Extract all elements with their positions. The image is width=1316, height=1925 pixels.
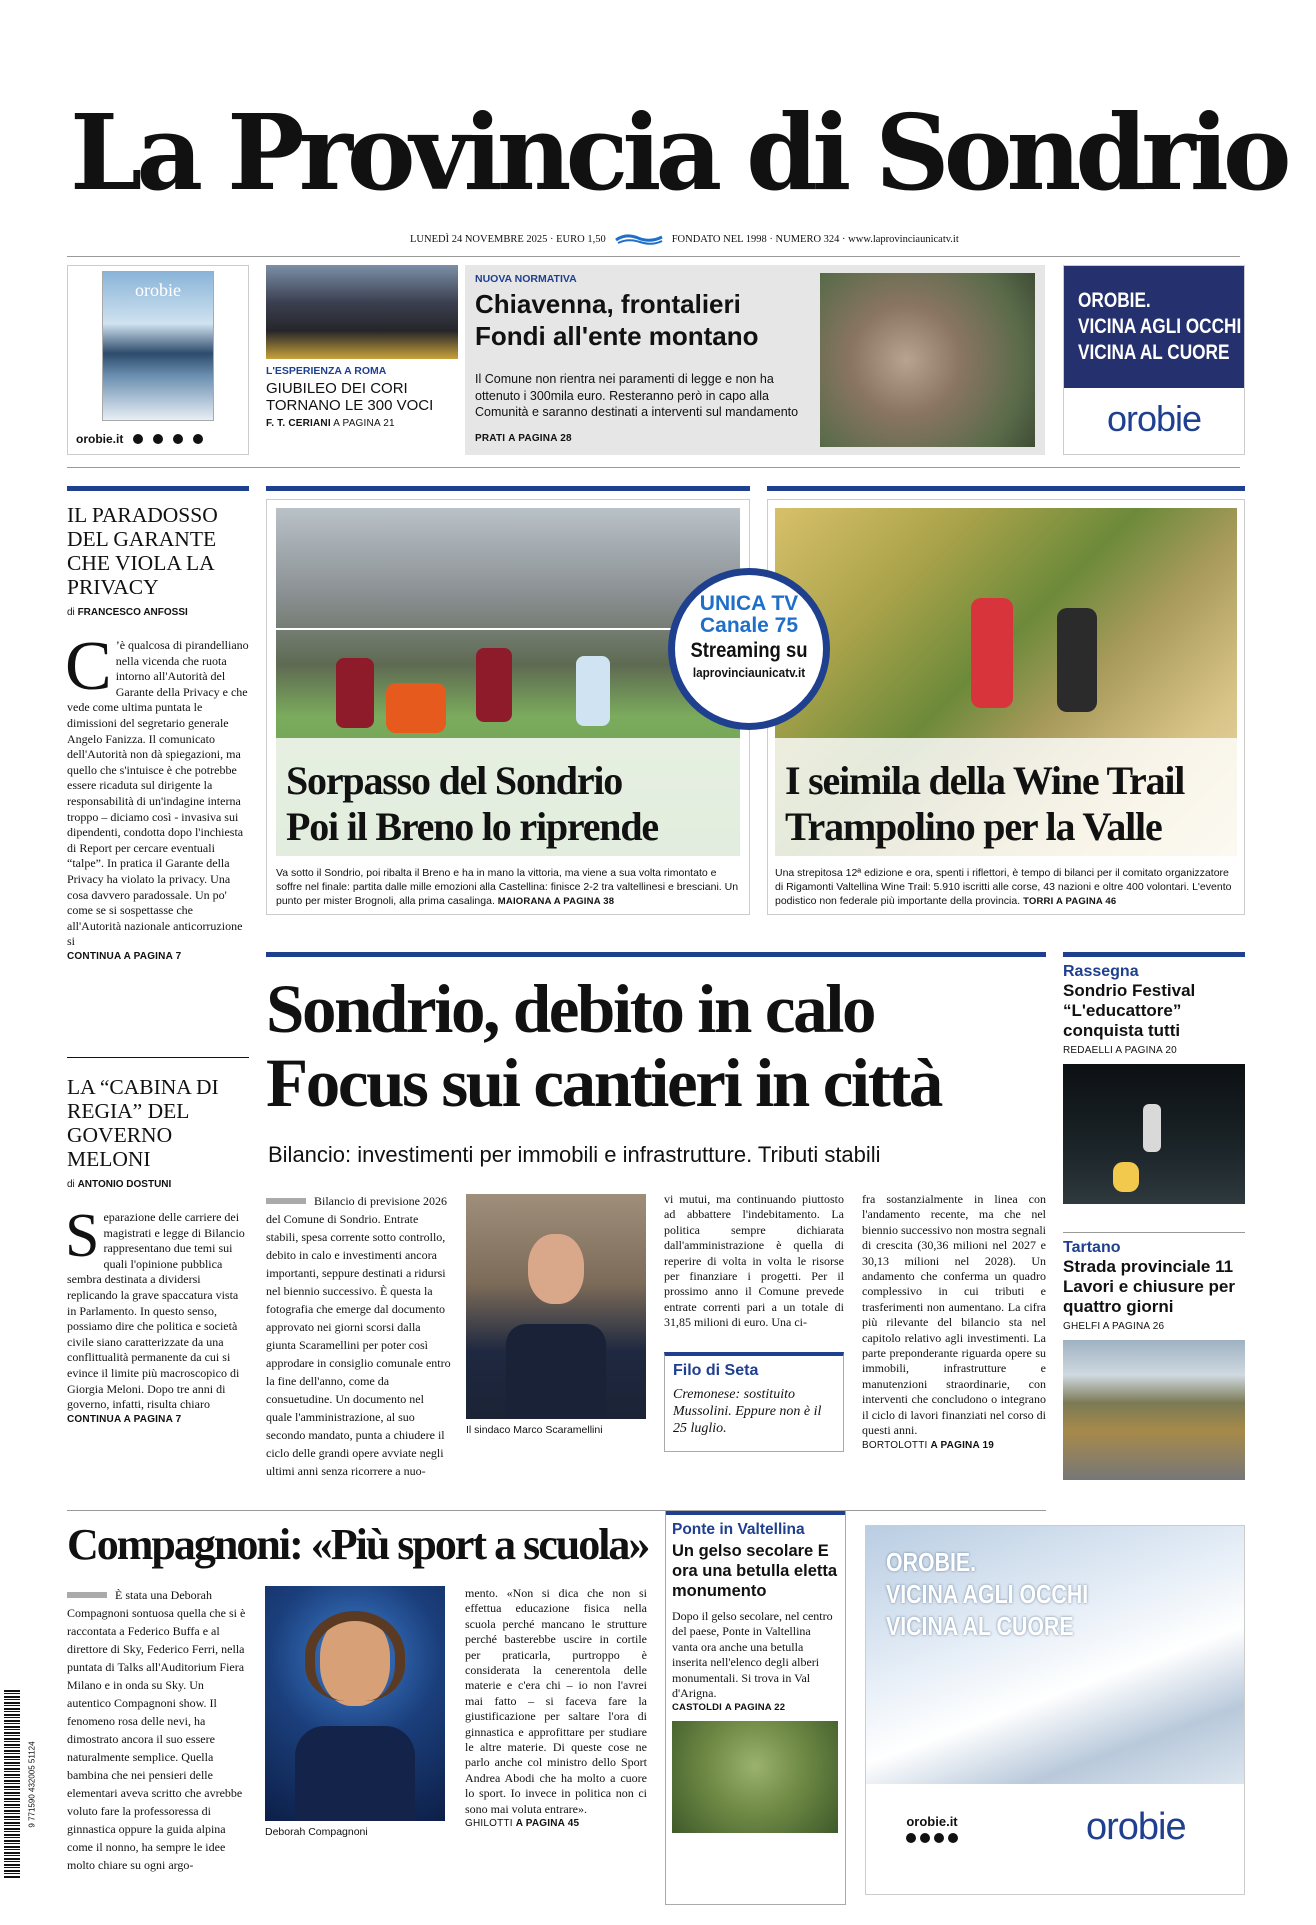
filo-di-seta-title: Filo di Seta <box>673 1362 759 1379</box>
snowy-mountain-photo <box>866 1526 1244 1784</box>
masthead-rule <box>67 256 1240 257</box>
compagnoni-photo-caption: Deborah Compagnoni <box>265 1826 368 1838</box>
barcode <box>4 1690 20 1878</box>
promo-line-3: VICINA AL CUORE <box>1078 341 1230 364</box>
instagram-icon[interactable] <box>153 434 163 444</box>
sport-body-text: Va sotto il Sondrio, poi ribalta il Breno e ha in mano la vittoria, ma viene a sua volta rimontato e soffre nel finale: partita dalle mille emozioni alla Castellina: finisce 2-2 tra valtellinesi e bresciani. Un punto per mister Brognoli, alla prima casalinga. <box>276 867 739 907</box>
rassegna-kicker: Rassegna <box>1063 963 1139 980</box>
trail-story[interactable] <box>767 486 1245 926</box>
teaser-chiavenna-headline-1: Chiavenna, frontalieri <box>475 289 741 319</box>
lead-headline-2: Focus sui cantieri in città <box>266 1045 941 1121</box>
teaser-roma-headline-1: GIUBILEO DEI CORI <box>266 380 408 397</box>
promo-line-1: OROBIE. <box>1078 289 1151 312</box>
chiavenna-aerial-photo <box>820 273 1035 447</box>
bottom-promo-line-3: VICINA AL CUORE <box>886 1611 1074 1641</box>
barcode-number: 9 771590 432005 51124 <box>27 1741 37 1828</box>
editorial-2-byline-prefix: di <box>67 1179 75 1190</box>
magazine-name: orobie <box>135 280 181 300</box>
compagnoni-story[interactable] <box>67 1520 647 1920</box>
section-rule <box>67 467 1240 468</box>
tv-badge-line-3: Streaming su <box>690 639 808 662</box>
ponte-body: Dopo il gelso secolare, nel centro del paese, Ponte in Valtellina vanta ora anche una betulla inserita nell'elenco degli alberi monumentali. Si trova in Val d'Arigna. <box>672 1609 833 1701</box>
ponte-kicker: Ponte in Valtellina <box>672 1521 805 1538</box>
masthead <box>0 91 1316 245</box>
editorial-1-continue[interactable]: CONTINUA A PAGINA 7 <box>67 950 182 962</box>
trail-ref[interactable]: TORRI A PAGINA 46 <box>1023 896 1117 907</box>
youtube-icon[interactable] <box>193 434 203 444</box>
editorial-2-continue[interactable]: CONTINUA A PAGINA 7 <box>67 1413 182 1425</box>
lead-col-1: Bilancio di previsione 2026 del Comune di Sondrio. Entrate stabili, spesa corrente sotto controllo, debito in calo e investimenti ancora importanti, seppure destinati a ridursi nel biennio successivo. È questa la fotografia che emerge dal documento approvato nei giorni scorsi dalla giunta Scaramellini per poter così approdare in consiglio comunale entro la fine dell'anno, come da consuetudine. Un documento nel quale l'amministrazione, al suo secondo mandato, punta a chiudere il ciclo delle grandi opere avviate negli ultimi anni senza ricorrere a nuo- <box>266 1194 451 1478</box>
magazine-site[interactable]: orobie.it <box>76 432 124 446</box>
ponte-ref-page[interactable]: A PAGINA 22 <box>724 1702 786 1714</box>
tartano-headline: Strada provinciale 11 Lavori e chiusure per quattro giorni <box>1063 1257 1235 1316</box>
sport-headline-1: Sorpasso del Sondrio <box>286 758 623 803</box>
sport-ref[interactable]: MAIORANA A PAGINA 38 <box>497 896 615 907</box>
editorial-2-dropcap: S <box>65 1202 100 1270</box>
compagnoni-col-2: mento. «Non si dica che non si effettua educazione fisica nella scuola perché mancano le strutture perché basterebbe uscire in cortile per praticarla, purtroppo è considerata la cenerentola delle materie e c'era chi – io non l'avrei mai fatto – si faceva fare la giustificazione per saltare l'ora di ginnastica e approfittare per studiare le altre materie. Di queste cose ne parlo anche col ministro dello Sport Andrea Abodi che ha molto a cuore lo sport. Io invece in politica non ci sono mai voluta entrare». <box>465 1586 647 1816</box>
bottom-promo-site[interactable]: orobie.it <box>906 1814 958 1829</box>
editorial-2-headline: LA “CABINA DI REGIA” DEL GOVERNO MELONI <box>67 1075 219 1171</box>
orobie-promo-bottom[interactable] <box>865 1525 1245 1895</box>
teaser-chiavenna[interactable] <box>465 265 1045 455</box>
teaser-chiavenna-headline-2: Fondi all'ente montano <box>475 321 759 351</box>
editorial-1-body: ’è qualcosa di pirandelliano nella vicenda che ruota intorno all'Autorità del Garante della Privacy e che vede come ultima puntata le dimissioni del segretario generale Angelo Fanizza. Il comunicato dell'Autorità non dà spiegazioni, ma quello che s'intuisce è che potrebbe essere ricaduta sul dirigente la responsabilità di un'indagine interna troppo – diciamo così - invasiva sui dipendenti, condotta dopo l'inchiesta di Report per cercare eventuali “talpe”. In pratica il Garante della Privacy ha violato la privacy. Una cosa davvero paradossale. Un po' come se si sospettasse che all'Autorità nazionale anticorruzione si <box>67 638 249 949</box>
editorial-1-byline-prefix: di <box>67 607 75 618</box>
compagnoni-ref-page[interactable]: A PAGINA 45 <box>515 1818 580 1830</box>
trail-body <box>775 866 1237 909</box>
sport-headline-2: Poi il Breno lo riprende <box>286 804 658 849</box>
date-line: LUNEDÌ 24 NOVEMBRE 2025 · EURO 1,50 <box>410 233 606 245</box>
compagnoni-ref-author: GHILOTTI <box>465 1818 513 1830</box>
tv-badge-line-2: Canale 75 <box>699 614 799 637</box>
ponte-story[interactable] <box>665 1510 846 1905</box>
trail-body-text: Una strepitosa 12ª edizione e ora, spenti i riflettori, è tempo di bilanci per il comitato organizzatore di Rigamonti Valtellina Wine Trail: 5.910 iscritti alle corse, 43 nazioni e oltre 400 volontari. L'evento podistico non federale più importante della provincia. <box>775 867 1232 907</box>
teaser-chiavenna-body: Il Comune non rientra nei paramenti di legge e non ha ottenuto i 300mila euro. Resteranno però in capo alla Comunità e saranno destinati a interventi sul mandamento <box>475 372 799 419</box>
trail-headline-2: Trampolino per la Valle <box>785 804 1162 849</box>
teaser-roma-headline-2: TORNANO LE 300 VOCI <box>266 397 434 414</box>
promo-line-2: VICINA AGLI OCCHI <box>1078 315 1242 338</box>
rassegna-story[interactable] <box>1063 952 1245 1204</box>
bottom-rule <box>67 1510 1046 1511</box>
mayor-photo <box>466 1194 646 1419</box>
compagnoni-headline: Compagnoni: «Più sport a scuola» <box>67 1520 649 1569</box>
mayor-photo-caption: Il sindaco Marco Scaramellini <box>466 1424 603 1436</box>
lead-subhead: Bilancio: investimenti per immobili e infrastrutture. Tributi stabili <box>268 1142 881 1167</box>
sport-story[interactable] <box>266 486 750 926</box>
newspaper-title: La Provincia di Sondrio <box>69 91 1286 214</box>
orobie-logo: orobie <box>1106 398 1202 439</box>
bottom-promo-line-1: OROBIE. <box>886 1547 977 1577</box>
youtube-icon[interactable] <box>948 1833 958 1843</box>
rassegna-ref[interactable]: REDAELLI A PAGINA 20 <box>1063 1045 1177 1056</box>
teaser-roma-author: F. T. CERIANI <box>266 418 331 429</box>
teaser-roma-kicker: L'ESPERIENZA A ROMA <box>266 365 387 377</box>
editorial-1-headline: IL PARADOSSO DEL GARANTE CHE VIOLA LA PRIVACY <box>67 503 218 599</box>
tartano-ref[interactable]: GHELFI A PAGINA 26 <box>1063 1321 1165 1332</box>
teaser-roma[interactable] <box>266 265 458 455</box>
bottom-orobie-logo: orobie <box>1086 1806 1186 1848</box>
teaser-roma-page: A PAGINA 21 <box>333 418 395 429</box>
editorial-2-byline: ANTONIO DOSTUNI <box>77 1179 172 1190</box>
magazine-cover <box>102 271 214 421</box>
sport-body <box>276 866 740 909</box>
editorial-1-dropcap: C <box>65 628 112 705</box>
facebook-icon[interactable] <box>906 1833 916 1843</box>
compagnoni-col-1: È stata una Deborah Compagnoni sontuosa quella che si è raccontata a Federico Buffa e al direttore di Sky, Federico Ferri, nella puntata di Talks all'Auditorium Fiera Milano e in onda su Sky. Un autentico Compagnoni show. Il fenomeno rosa delle nevi, ha dimostrato ancora il suo essere naturalmente semplice. Quella bambina che nei pensieri delle elementari aveva scritto che avrebbe voluto fare la professoressa di ginnastica oppure la guida alpina come il nonno, ha sempre le idee molto chiare su ogni argo- <box>67 1588 246 1872</box>
teaser-chiavenna-kicker: NUOVA NORMATIVA <box>475 273 577 285</box>
lead-headline-1: Sondrio, debito in calo <box>266 971 875 1047</box>
orobie-magazine-promo[interactable] <box>67 265 249 455</box>
lead-story[interactable] <box>266 952 1046 1482</box>
ponte-ref-author: CASTOLDI <box>672 1702 722 1714</box>
birch-tree-photo <box>672 1721 838 1833</box>
filo-di-seta-box[interactable] <box>664 1352 844 1452</box>
tartano-kicker: Tartano <box>1063 1239 1121 1256</box>
teaser-chiavenna-author: PRATI <box>475 433 506 444</box>
wave-logo-icon <box>614 231 664 248</box>
unica-tv-badge[interactable] <box>668 568 830 730</box>
compagnoni-photo <box>265 1586 445 1821</box>
bottom-promo-line-2: VICINA AGLI OCCHI <box>886 1579 1089 1609</box>
x-icon[interactable] <box>173 434 183 444</box>
editorial-2[interactable] <box>67 1075 249 1425</box>
x-icon[interactable] <box>934 1833 944 1843</box>
tv-badge-line-1: UNICA TV <box>699 592 799 615</box>
facebook-icon[interactable] <box>133 434 143 444</box>
lead-col-2: vi mutui, ma continuando piuttosto ad abbattere l'indebitamento. La politica sempre dichiarata dall'amministrazione è quella di reperire di volta in volta le risorse per finanziare i progetti. Per il prossimo anno il Comune prevede entrate correnti pari a un totale di 31,85 milioni di euro. Una ci- <box>664 1192 844 1330</box>
orobie-promo-right[interactable] <box>1063 265 1245 455</box>
editorial-divider <box>67 1057 249 1058</box>
tv-badge-line-4: laprovinciaunicatv.it <box>692 665 806 680</box>
ponte-headline: Un gelso secolare E ora una betulla eletta monumento <box>672 1542 838 1600</box>
lead-col-3: fra sostanzialmente in linea con l'andamento recente, ma che nel biennio successivo non mostra segnali di crescita (30,36 milioni nel 2027 e 30,13 milioni nel 2028). Un andamento che conferma un quadro complessivo in cui tributi e trasferimenti non aumentano. La cifra più rilevante del bilancio sta nel capitolo relativo agli investimenti. La parte preponderante riguarda opere su immobili, infrastrutture e manutenzioni straordinarie, con interventi che concludono o integrano il ciclo di lavori finanziati nel corso di questi anni. <box>862 1192 1046 1438</box>
festival-stage-photo <box>1063 1064 1245 1204</box>
editorial-1[interactable] <box>67 486 249 962</box>
rassegna-headline: Sondrio Festival “L'educattore” conquista tutti <box>1063 981 1196 1040</box>
teaser-chiavenna-page: A PAGINA 28 <box>508 433 572 444</box>
choir-photo <box>266 265 458 359</box>
mountain-road-photo <box>1063 1340 1245 1480</box>
editorial-2-body: eparazione delle carriere dei magistrati e legge di Bilancio rappresentano due temi sui quali l'opinione pubblica sembra destinata a dividersi replicando la grave spaccatura vista in Parlamento. In questo senso, possiamo dire che politica e società civile siano caratterizzate da una conflittualità permanente da cui si evince il limite più macroscopico di Giorgia Meloni. Dopo tre anni di governo, infatti, risulta chiaro <box>67 1210 245 1412</box>
tartano-story[interactable] <box>1063 1232 1245 1480</box>
filo-di-seta-text: Cremonese: sostituito Mussolini. Eppure non è il 25 luglio. <box>673 1387 822 1436</box>
instagram-icon[interactable] <box>920 1833 930 1843</box>
founded-line: FONDATO NEL 1998 · NUMERO 324 · www.laprovinciaunicatv.it <box>671 233 959 245</box>
editorial-1-byline: FRANCESCO ANFOSSI <box>77 607 188 618</box>
lead-ref-page[interactable]: A PAGINA 19 <box>930 1439 995 1451</box>
lead-ref-author: BORTOLOTTI <box>862 1439 928 1451</box>
trail-headline-1: I seimila della Wine Trail <box>785 758 1185 803</box>
